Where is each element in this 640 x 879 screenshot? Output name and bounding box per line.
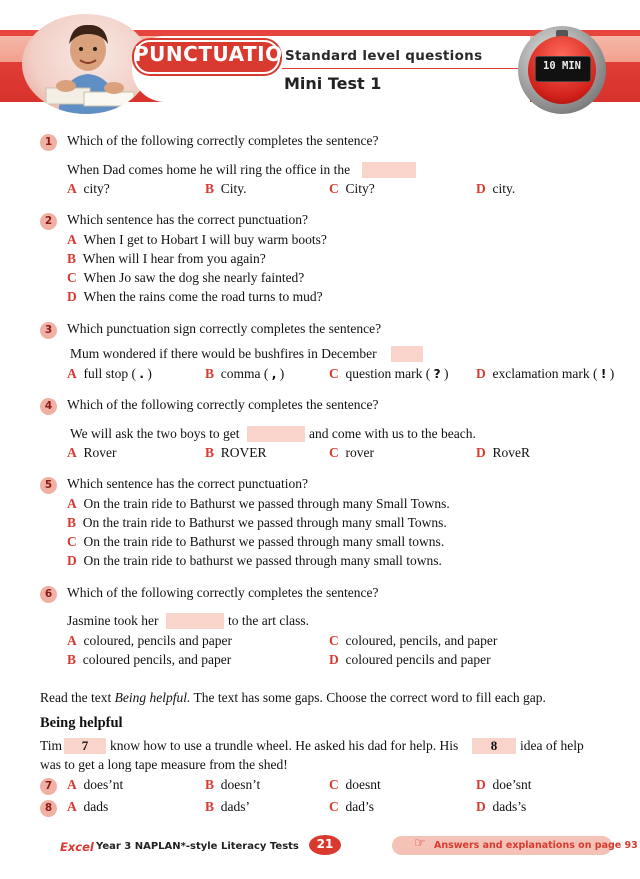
question-stem: Jasmine took her (67, 613, 159, 628)
student-photo (22, 14, 150, 114)
answer-blank (362, 162, 416, 178)
option-d[interactable] (67, 289, 323, 305)
option-b[interactable] (67, 251, 266, 267)
question-prompt: Which of the following correctly completes the sentence? (67, 585, 379, 600)
option-text: city? (83, 181, 110, 196)
option-text: Rover (83, 445, 117, 460)
option-text: ) (609, 366, 615, 381)
answer-blank (247, 426, 305, 442)
option-letter: A (67, 181, 77, 196)
option-d[interactable] (476, 799, 526, 815)
option-letter: D (476, 181, 486, 196)
option-text: On the train ride to bathurst we passed through many small towns. (83, 553, 442, 568)
option-text: ROVER (220, 445, 267, 460)
option-letter: A (67, 777, 77, 792)
question-stem-end: and come with us to the beach. (309, 426, 476, 441)
option-d[interactable] (67, 553, 442, 569)
punctuation-sign: ! (600, 367, 607, 381)
option-text: When will I hear from you again? (82, 251, 266, 266)
option-c[interactable] (67, 270, 304, 286)
question-prompt: Which sentence has the correct punctuation? (67, 476, 309, 491)
option-text: ) (279, 366, 285, 381)
question-number: 5 (40, 477, 57, 494)
option-letter: B (67, 251, 77, 266)
level-label: Standard level questions (285, 48, 483, 64)
question-number: 1 (40, 134, 57, 151)
option-letter: B (67, 652, 77, 667)
option-a[interactable] (67, 366, 152, 382)
option-letter: D (476, 366, 486, 381)
instruction-title: Being helpful. (114, 690, 191, 705)
option-text: coloured, pencils, and paper (345, 633, 498, 648)
option-text: City. (220, 181, 247, 196)
option-letter: B (205, 777, 215, 792)
option-letter: B (67, 515, 77, 530)
option-text: coloured, pencils and paper (83, 633, 232, 648)
option-letter: A (67, 445, 77, 460)
option-letter: A (67, 496, 77, 511)
reading-heading: Being helpful (40, 715, 123, 731)
answers-reference[interactable]: Answers and explanations on page 93 (434, 840, 638, 851)
option-d[interactable] (476, 445, 530, 461)
punctuation-sign: ? (433, 367, 441, 381)
question-prompt: Which sentence has the correct punctuation? (67, 212, 309, 227)
question-prompt: Which of the following correctly completes the sentence? (67, 133, 379, 148)
question-stem: We will ask the two boys to get (70, 426, 240, 441)
answer-blank (391, 346, 423, 362)
option-c[interactable] (329, 777, 381, 793)
option-text: dads’ (220, 799, 251, 814)
option-text: doesn’t (220, 777, 261, 792)
option-letter: B (205, 181, 215, 196)
option-letter: A (67, 633, 77, 648)
gap-8: 8 (472, 738, 516, 754)
option-c[interactable] (329, 445, 374, 461)
option-text: exclamation mark ( (492, 366, 598, 381)
option-letter: C (329, 633, 339, 648)
option-a[interactable] (67, 799, 108, 815)
pointing-hand-icon: ☞ (414, 836, 426, 851)
option-letter: B (205, 366, 215, 381)
option-b[interactable] (67, 652, 231, 668)
option-letter: B (205, 445, 215, 460)
question-stem: Mum wondered if there would be bushfires in December (70, 346, 377, 361)
reading-instruction (40, 690, 546, 706)
option-a[interactable] (67, 633, 232, 649)
section-title: PUNCTUATION (134, 42, 300, 66)
option-a[interactable] (67, 181, 110, 197)
test-title: Mini Test 1 (284, 74, 382, 93)
option-text: On the train ride to Bathurst we passed through many small Towns. (82, 515, 447, 530)
option-c[interactable] (329, 799, 374, 815)
option-text: question mark ( (345, 366, 431, 381)
option-b[interactable] (205, 445, 267, 461)
question-number: 3 (40, 322, 57, 339)
option-text: When Jo saw the dog she nearly fainted? (83, 270, 305, 285)
option-letter: C (67, 534, 77, 549)
option-letter: D (476, 799, 486, 814)
reading-line-2: was to get a long tape measure from the shed! (40, 757, 288, 772)
option-b[interactable] (67, 515, 447, 531)
option-d[interactable] (476, 777, 532, 793)
option-letter: C (329, 445, 339, 460)
reading-line-1-mid: know how to use a trundle wheel. He asked his dad for help. His (110, 738, 459, 753)
option-text: coloured pencils and paper (345, 652, 491, 667)
question-number: 6 (40, 586, 57, 603)
option-letter: C (329, 366, 339, 381)
timer-label: 10 MIN (543, 60, 581, 72)
option-text: does’nt (83, 777, 124, 792)
option-letter: B (205, 799, 215, 814)
reading-line-1: Tim (40, 738, 63, 753)
option-letter: A (67, 799, 77, 814)
option-a[interactable] (67, 496, 450, 512)
question-prompt: Which of the following correctly completes the sentence? (67, 397, 379, 412)
option-c[interactable] (67, 534, 444, 550)
option-a[interactable] (67, 777, 123, 793)
option-letter: C (329, 799, 339, 814)
brand-logo: Excel (60, 840, 94, 854)
option-letter: D (67, 553, 77, 568)
option-b[interactable] (205, 799, 250, 815)
option-text: ) (147, 366, 152, 381)
question-prompt: Which punctuation sign correctly completes the sentence? (67, 321, 382, 336)
option-text: RoveR (492, 445, 531, 460)
option-a[interactable] (67, 445, 117, 461)
punctuation-sign: . (139, 367, 144, 381)
option-text: doe’snt (492, 777, 532, 792)
question-stem: When Dad comes home he will ring the office in the (67, 162, 351, 177)
option-text: rover (345, 445, 374, 460)
option-letter: D (67, 289, 77, 304)
option-text: On the train ride to Bathurst we passed through many small towns. (83, 534, 445, 549)
option-text: dad’s (345, 799, 374, 814)
question-number: 8 (40, 800, 57, 817)
option-b[interactable] (205, 777, 260, 793)
question-number: 7 (40, 778, 57, 795)
option-text: dads (83, 799, 109, 814)
option-letter: C (329, 777, 339, 792)
option-d[interactable] (476, 366, 614, 382)
answer-blank (166, 613, 224, 629)
option-c[interactable] (329, 633, 497, 649)
option-text: comma ( (220, 366, 269, 381)
option-d[interactable] (329, 652, 491, 668)
option-letter: D (476, 445, 486, 460)
option-text: full stop ( (83, 366, 136, 381)
option-letter: D (476, 777, 486, 792)
option-text: dads’s (492, 799, 527, 814)
option-text: city. (492, 181, 516, 196)
instruction-text: The text has some gaps. Choose the correct word to fill each gap. (190, 690, 546, 705)
option-text: On the train ride to Bathurst we passed through many Small Towns. (83, 496, 450, 511)
option-a[interactable] (67, 232, 327, 248)
instruction-text: Read the text (40, 690, 115, 705)
option-text: When I get to Hobart I will buy warm boots? (83, 232, 327, 247)
option-c[interactable] (329, 181, 375, 197)
page-number: 21 (316, 837, 334, 851)
question-number: 2 (40, 213, 57, 230)
option-text: coloured pencils, and paper (82, 652, 232, 667)
option-text: City? (345, 181, 375, 196)
series-title: Year 3 NAPLAN*-style Literacy Tests (96, 841, 299, 852)
option-c[interactable] (329, 366, 448, 382)
option-letter: C (67, 270, 77, 285)
option-letter: C (329, 181, 339, 196)
option-text: When the rains come the road turns to mud? (83, 289, 323, 304)
header-rule (282, 68, 530, 69)
option-text: doesnt (345, 777, 381, 792)
question-number: 4 (40, 398, 57, 415)
option-d[interactable] (476, 181, 515, 197)
option-text: ) (443, 366, 449, 381)
option-letter: A (67, 366, 77, 381)
student-illustration-icon (22, 14, 150, 114)
option-letter: A (67, 232, 77, 247)
option-b[interactable] (205, 181, 247, 197)
question-stem-end: to the art class. (228, 613, 309, 628)
option-letter: D (329, 652, 339, 667)
option-b[interactable] (205, 366, 284, 382)
gap-7: 7 (64, 738, 106, 754)
punctuation-sign: , (271, 367, 277, 381)
reading-line-1-end: idea of help (520, 738, 584, 753)
